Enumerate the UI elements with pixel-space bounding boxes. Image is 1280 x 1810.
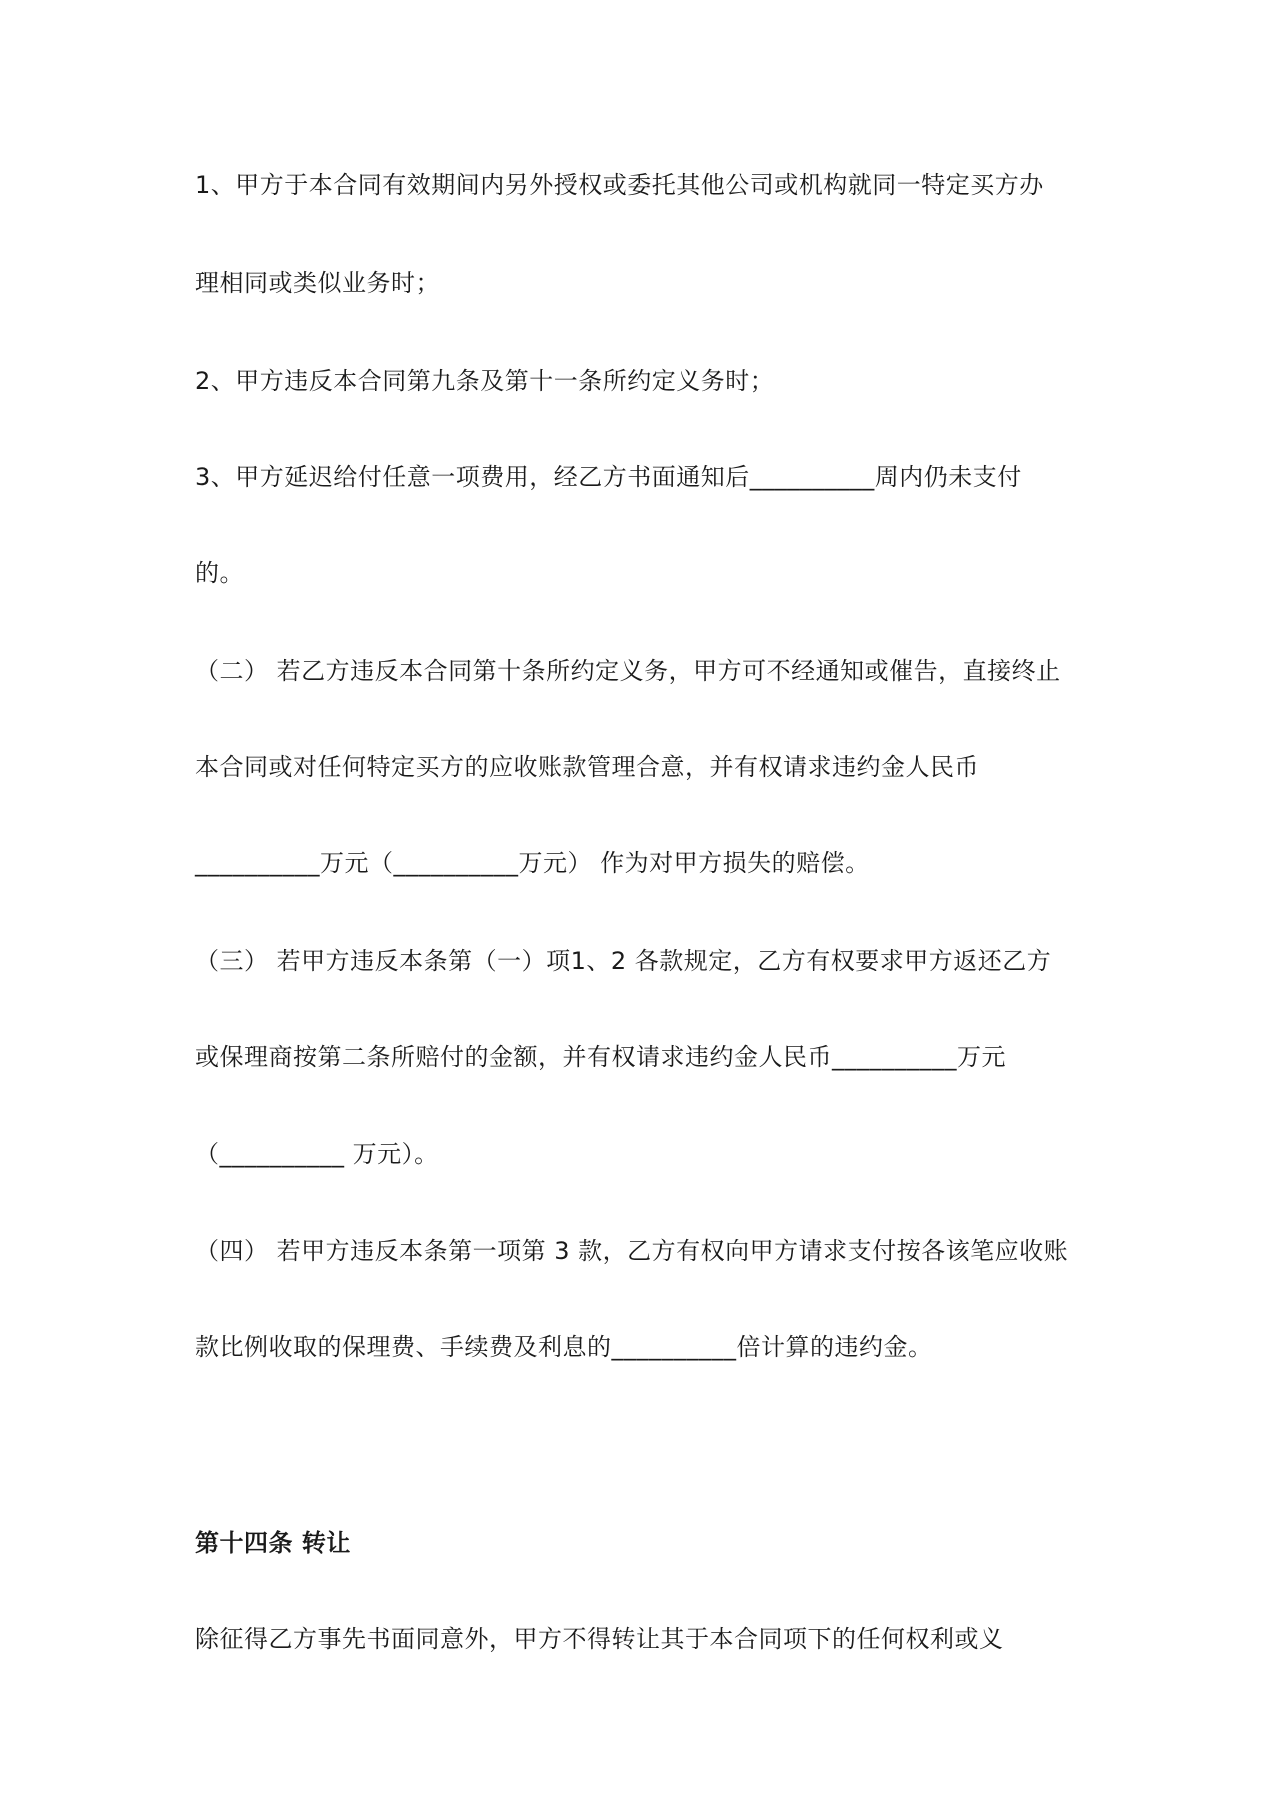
clause-line: 1、甲方于本合同有效期间内另外授权或委托其他公司或机构就同一特定买方办 — [195, 171, 1044, 199]
clause-line: （四） 若甲方违反本条第一项第 3 款，乙方有权向甲方请求支付按各该笔应收账 — [195, 1237, 1069, 1265]
clause-line: 理相同或类似业务时； — [195, 269, 440, 297]
clause-line: 或保理商按第二条所赔付的金额，并有权请求违约金人民币__________万元 — [195, 1043, 1006, 1071]
clause-line: 的。 — [195, 559, 244, 587]
clause-line: （三） 若甲方违反本条第（一）项1、2 各款规定，乙方有权要求甲方返还乙方 — [195, 947, 1052, 975]
clause-line: （二） 若乙方违反本合同第十条所约定义务，甲方可不经通知或催告，直接终止 — [195, 657, 1061, 685]
clause-line: __________万元（__________万元） 作为对甲方损失的赔偿。 — [195, 849, 870, 877]
section-line: 除征得乙方事先书面同意外，甲方不得转让其于本合同项下的任何权利或义 — [195, 1625, 1004, 1653]
clause-line: 本合同或对任何特定买方的应收账款管理合意，并有权请求违约金人民币 — [195, 753, 979, 781]
clause-line: 款比例收取的保理费、手续费及利息的__________倍计算的违约金。 — [195, 1333, 933, 1361]
clause-line: 2、甲方违反本合同第九条及第十一条所约定义务时； — [195, 367, 775, 395]
clause-line: 3、甲方延迟给付任意一项费用，经乙方书面通知后__________周内仍未支付 — [195, 463, 1022, 491]
section-heading: 第十四条 转让 — [195, 1529, 351, 1557]
clause-line: （__________ 万元）。 — [195, 1140, 439, 1168]
